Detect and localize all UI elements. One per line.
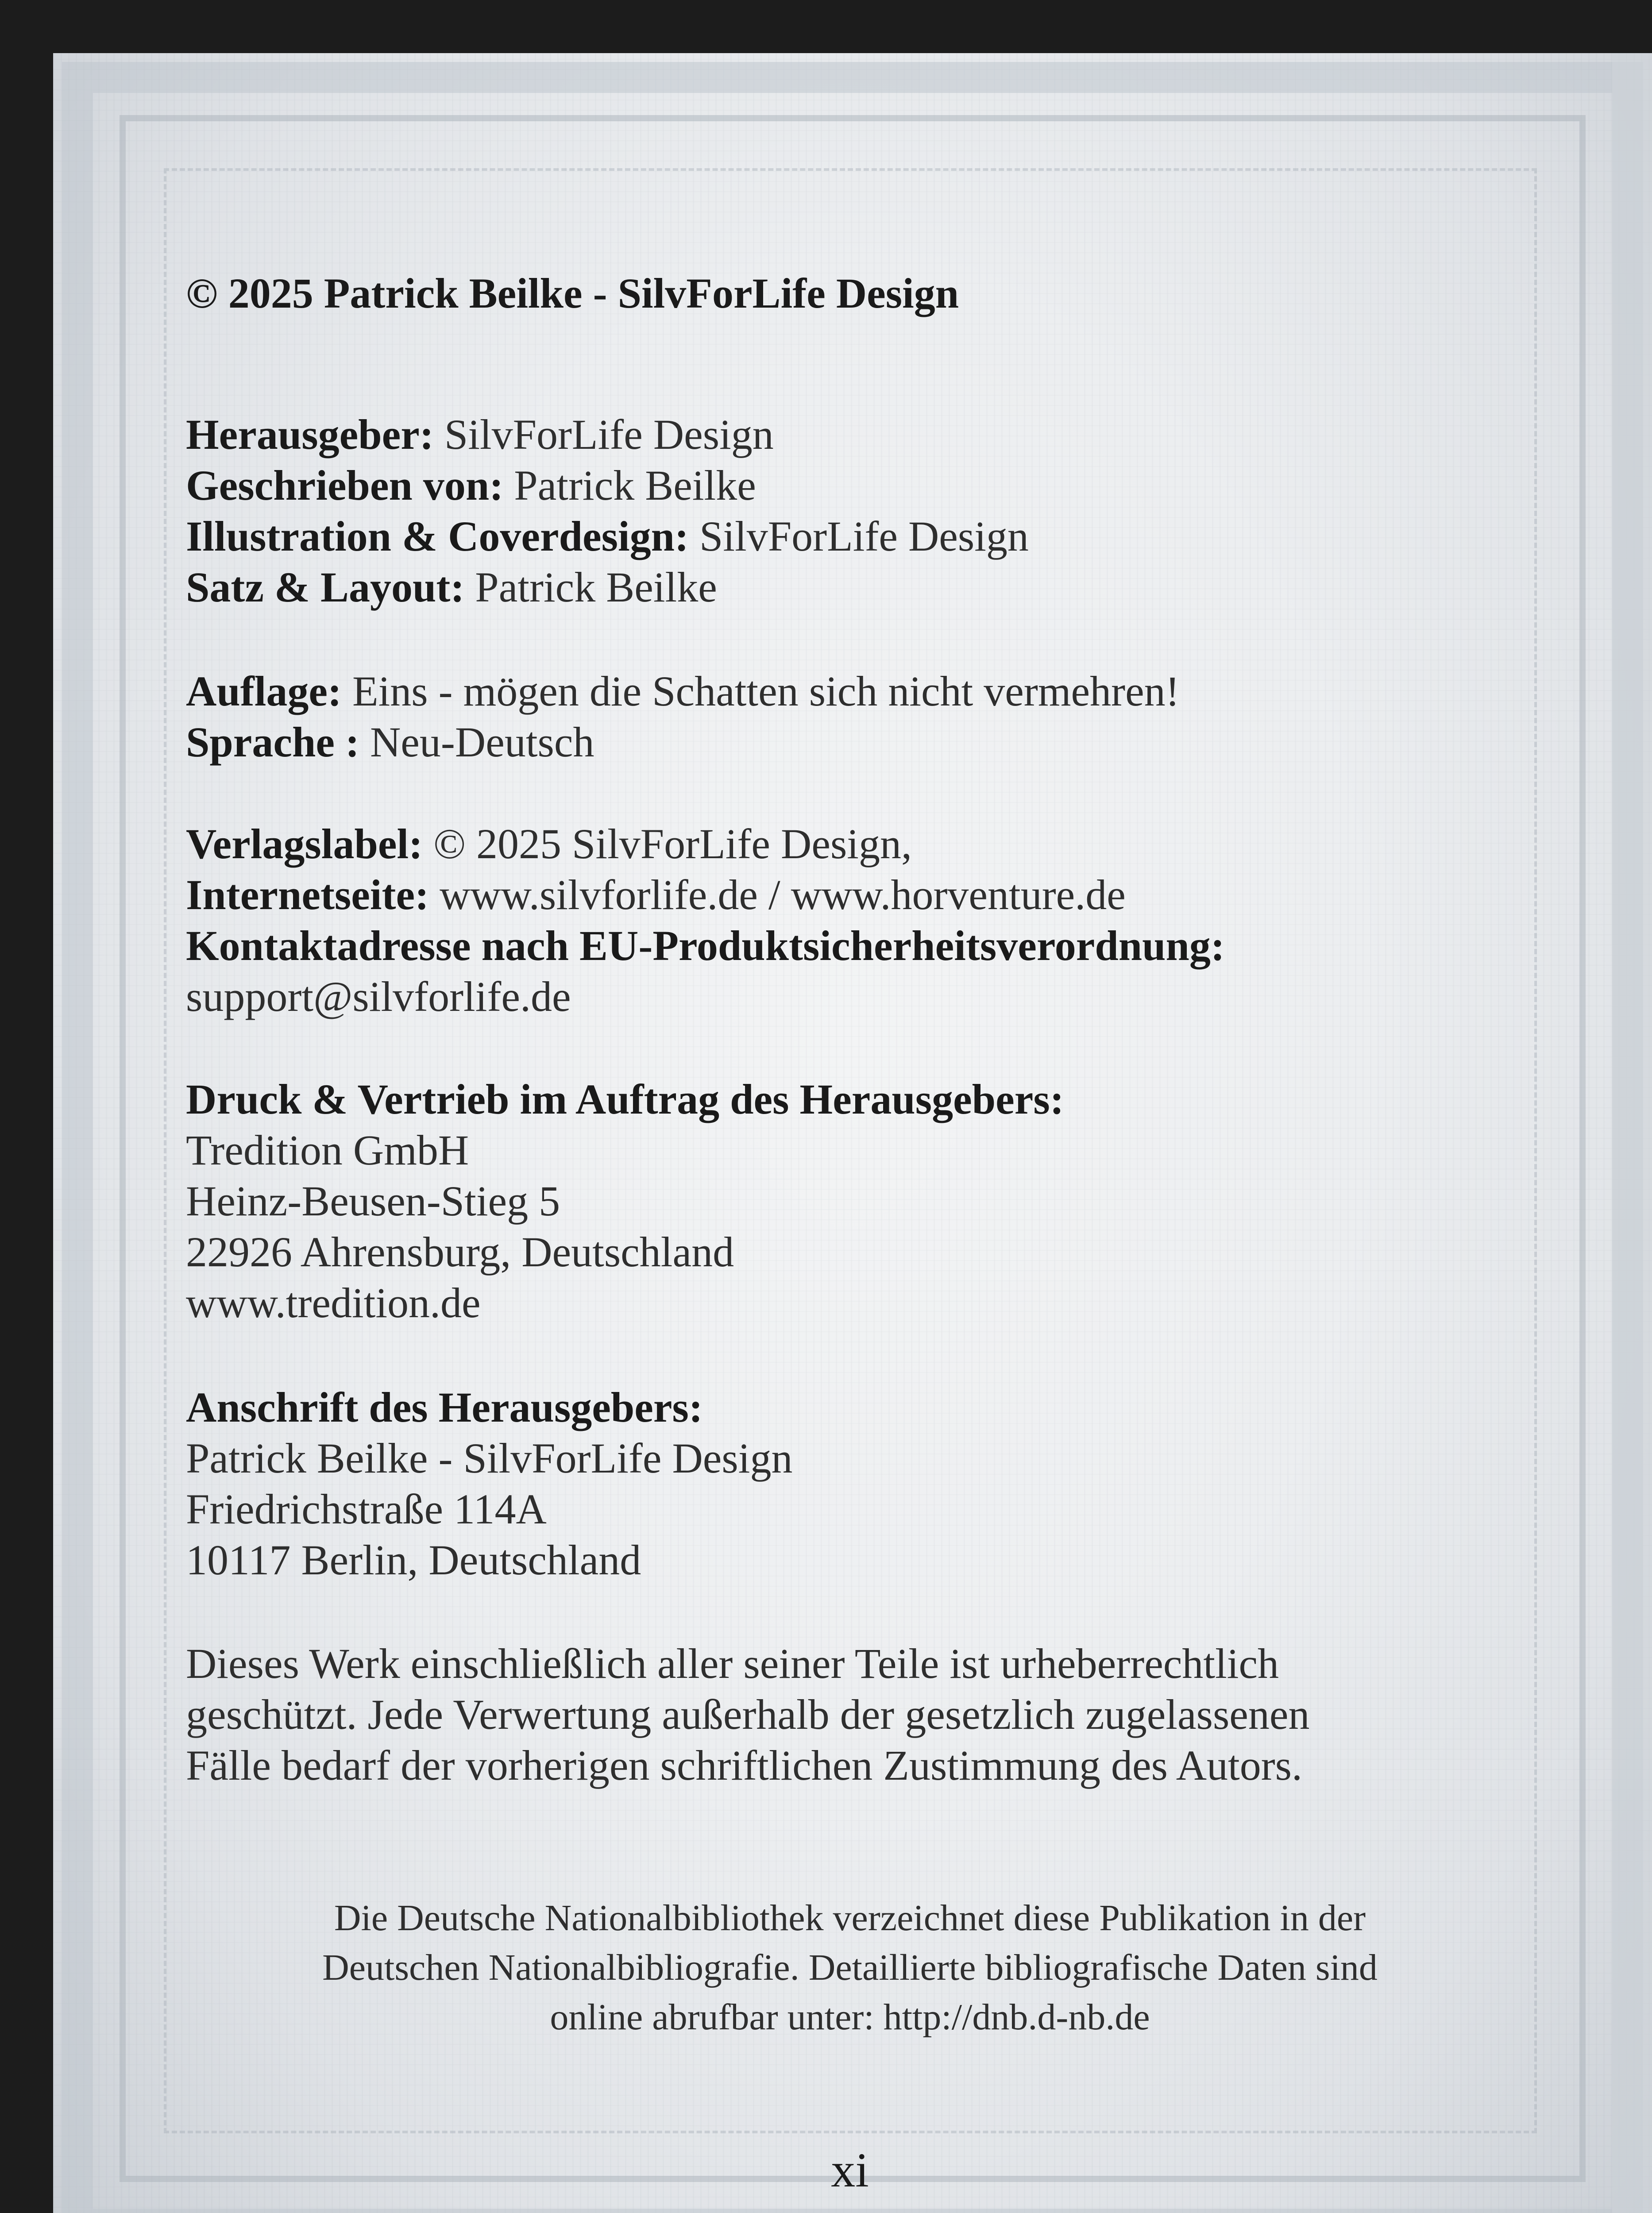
rights-notice-line: Dieses Werk einschließlich aller seiner Teile ist urheberrechtlich	[186, 1640, 1279, 1687]
dnb-notice-line: Deutschen Nationalbibliografie. Detaillierte bibliografische Daten sind	[322, 1947, 1378, 1988]
credit-author: Geschrieben von: Patrick Beilke	[186, 462, 756, 509]
edition-line: Auflage: Eins - mögen die Schatten sich nicht vermehren!	[186, 667, 1180, 715]
printer-website: www.tredition.de	[186, 1279, 481, 1326]
address-name: Patrick Beilke - SilvForLife Design	[186, 1434, 793, 1482]
rights-notice-line: Fälle bedarf der vorherigen schriftlichen Zustimmung des Autors.	[186, 1742, 1303, 1789]
printer-city: 22926 Ahrensburg, Deutschland	[186, 1228, 734, 1276]
website-line: Internetseite: www.silvforlife.de / www.horventure.de	[186, 871, 1126, 918]
language-line: Sprache : Neu-Deutsch	[186, 718, 594, 766]
credit-illustration: Illustration & Coverdesign: SilvForLife Design	[186, 513, 1029, 560]
label-line: Verlagslabel: © 2025 SilvForLife Design,	[186, 820, 912, 867]
dnb-notice-line: Die Deutsche Nationalbibliothek verzeichnet diese Publikation in der	[334, 1897, 1366, 1939]
book-page	[53, 53, 1652, 2213]
printer-heading: Druck & Vertrieb im Auftrag des Herausgebers:	[186, 1076, 1064, 1123]
address-city: 10117 Berlin, Deutschland	[186, 1536, 641, 1584]
contact-email: support@silvforlife.de	[186, 973, 571, 1020]
printer-name: Tredition GmbH	[186, 1126, 469, 1174]
credit-publisher: Herausgeber: SilvForLife Design	[186, 411, 774, 458]
address-heading: Anschrift des Herausgebers:	[186, 1384, 703, 1431]
copyright-line: © 2025 Patrick Beilke - SilvForLife Design	[186, 270, 959, 317]
page-number: xi	[831, 2143, 869, 2197]
contact-heading: Kontaktadresse nach EU-Produktsicherheitsverordnung:	[186, 922, 1225, 969]
rights-notice-line: geschützt. Jede Verwertung außerhalb der gesetzlich zugelassenen	[186, 1691, 1310, 1738]
credit-layout: Satz & Layout: Patrick Beilke	[186, 563, 717, 611]
dnb-notice-line: online abrufbar unter: http://dnb.d-nb.de	[550, 1997, 1150, 2038]
address-street: Friedrichstraße 114A	[186, 1485, 547, 1533]
printer-street: Heinz-Beusen-Stieg 5	[186, 1177, 560, 1225]
